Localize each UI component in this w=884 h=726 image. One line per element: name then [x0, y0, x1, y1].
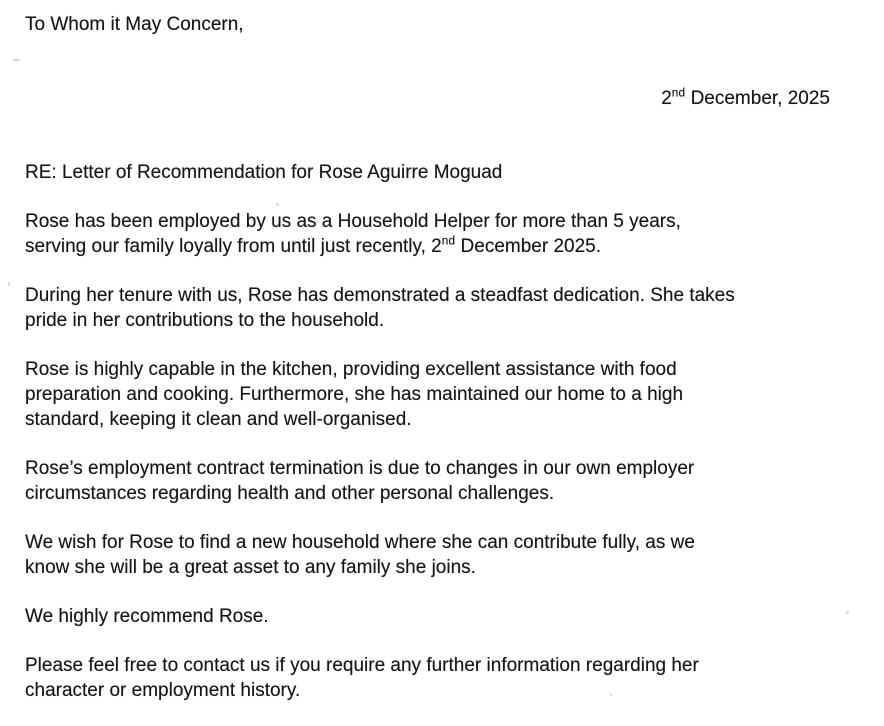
text-line: During her tenure with us, Rose has demonstrated a steadfast dedication. She takes	[25, 285, 735, 306]
text-segment: December 2025.	[455, 236, 601, 257]
date-rest: December, 2025	[685, 88, 830, 109]
text-segment: serving our family loyally from until just recently, 2	[25, 236, 442, 257]
paragraph-skills	[25, 357, 854, 432]
text-line: pride in her contributions to the household.	[25, 310, 385, 331]
date-line	[25, 86, 830, 111]
date-day: 2	[661, 88, 672, 109]
scan-speck	[13, 59, 20, 61]
text-line: standard, keeping it clean and well-organised.	[25, 409, 412, 430]
text-line: Rose is highly capable in the kitchen, providing excellent assistance with food	[25, 359, 677, 380]
paragraph-termination-reason	[25, 456, 854, 506]
scan-speck	[610, 694, 612, 696]
text-line: Rose has been employed by us as a Household Helper for more than 5 years,	[25, 211, 681, 232]
text-line: preparation and cooking. Furthermore, she has maintained our home to a high	[25, 384, 684, 405]
date-ordinal-superscript: nd	[671, 86, 686, 100]
subject-line: RE: Letter of Recommendation for Rose Aguirre Moguad	[25, 162, 503, 183]
text-line	[25, 234, 854, 259]
text-line: character or employment history.	[25, 680, 301, 701]
paragraph-contact	[25, 653, 854, 703]
text-line: We wish for Rose to find a new household where she can contribute fully, as we	[25, 532, 695, 553]
ordinal-superscript: nd	[441, 234, 456, 248]
paragraph-dedication	[25, 283, 854, 333]
text-line: Please feel free to contact us if you require any further information regarding her	[25, 655, 699, 676]
salutation: To Whom it May Concern,	[25, 14, 244, 35]
text-line: We highly recommend Rose.	[25, 606, 269, 627]
paragraph-employment-summary	[25, 209, 854, 259]
text-line: know she will be a great asset to any family she joins.	[25, 557, 476, 578]
scan-speck	[846, 611, 849, 614]
scan-speck	[8, 282, 10, 286]
paragraph-recommendation	[25, 604, 854, 629]
paragraph-wishes	[25, 530, 854, 580]
scan-speck	[276, 203, 279, 206]
text-line: Rose’s employment contract termination is due to changes in our own employer	[25, 458, 695, 479]
text-line: circumstances regarding health and other personal challenges.	[25, 483, 555, 504]
